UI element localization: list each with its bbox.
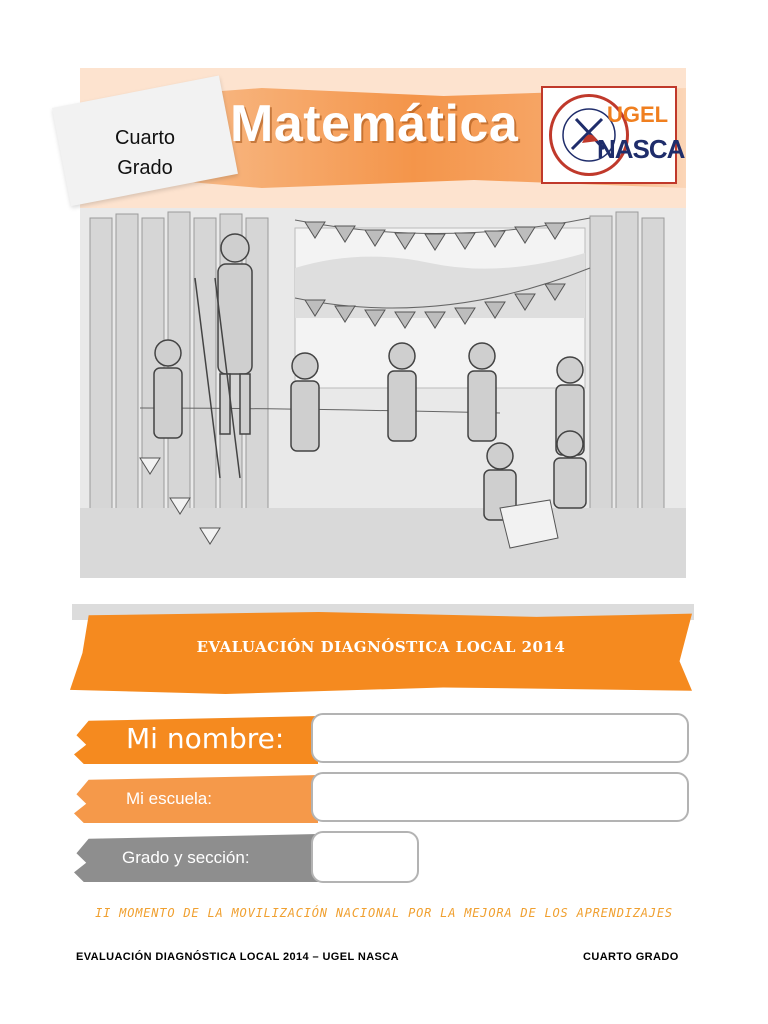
footer-left-text: EVALUACIÓN DIAGNÓSTICA LOCAL 2014 – UGEL NASCA — [76, 951, 399, 963]
page-title: Matemática — [230, 95, 519, 153]
footer-right-text: CUARTO GRADO — [583, 951, 679, 963]
grade-line-2: Grado — [117, 157, 173, 179]
grade-label — [100, 123, 190, 183]
school-field[interactable] — [311, 772, 689, 822]
school-label: Mi escuela: — [126, 789, 212, 808]
ugel-logo — [541, 86, 685, 184]
evaluation-banner-text: EVALUACIÓN DIAGNÓSTICA LOCAL 2014 — [196, 638, 566, 656]
school-label-strip — [74, 775, 318, 823]
grade-section-label-strip — [74, 834, 318, 882]
name-label-strip — [74, 716, 318, 764]
children-decorating-illustration — [80, 208, 686, 578]
logo-nasca-text: NASCA — [597, 134, 685, 164]
grade-line-1: Cuarto — [114, 127, 176, 149]
logo-ugel-text: UGEL — [607, 102, 669, 127]
name-label: Mi nombre: — [126, 722, 285, 755]
grade-section-label: Grado y sección: — [122, 848, 250, 867]
grade-section-field[interactable] — [311, 831, 419, 883]
mobilization-note: II MOMENTO DE LA MOVILIZACIÓN NACIONAL POR LA MEJORA DE LOS APRENDIZAJES — [95, 906, 673, 920]
name-field[interactable] — [311, 713, 689, 763]
